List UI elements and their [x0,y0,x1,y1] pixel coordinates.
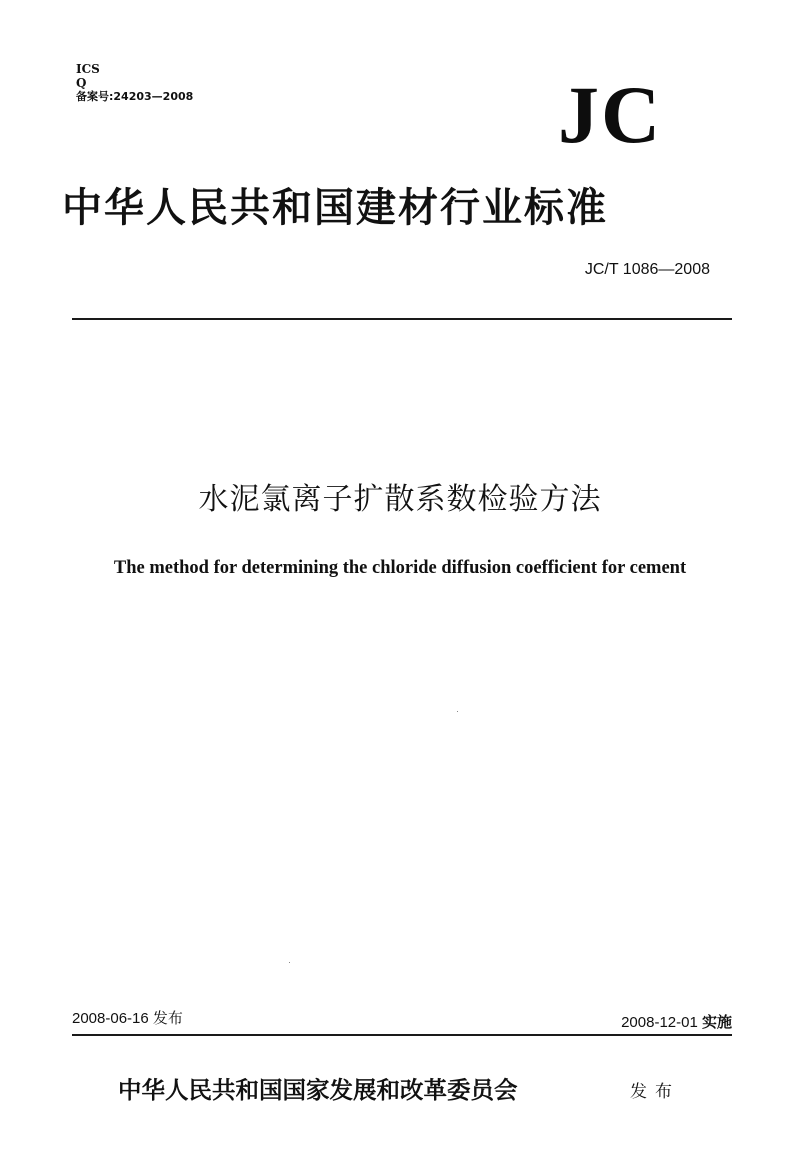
footer-divider [72,1034,732,1036]
jc-logo: JC [558,69,663,160]
document-title-chinese: 水泥氯离子扩散系数检验方法 [198,482,602,517]
issue-date-value: 2008-06-16 [72,1010,149,1027]
publisher-name: 中华人民共和国国家发展和改革委员会 [118,1076,518,1104]
issue-date [72,1008,183,1029]
record-number: 备案号:24203—2008 [76,90,194,103]
scan-speck [289,962,290,963]
standard-number: JC/T 1086—2008 [584,261,710,278]
header-divider [72,318,732,320]
implementation-date-value: 2008-12-01 [621,1014,698,1031]
ics-code: ICS [76,62,100,76]
issue-date-label: 发布 [152,1009,183,1027]
implementation-date [420,1012,732,1033]
scan-speck [457,711,458,712]
publish-label: 发布 [630,1082,680,1102]
document-title-english: The method for determining the chloride diffusion coefficient for cement [113,558,687,578]
classification-block [76,62,193,104]
implementation-date-label: 实施 [701,1013,732,1031]
industry-standard-title: 中华人民共和国建材行业标准 [62,184,608,231]
category-code: Q [76,76,87,90]
